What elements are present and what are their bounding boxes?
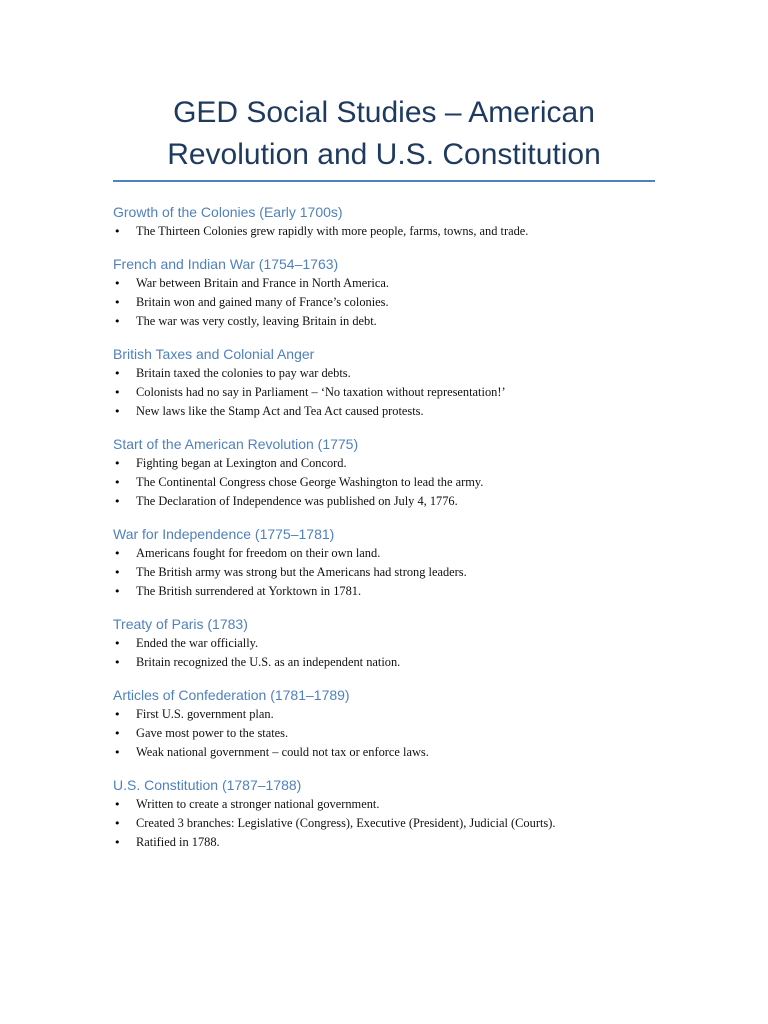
bullet-dot-icon: • <box>114 708 121 721</box>
bullet-dot-icon: • <box>114 315 121 328</box>
bullet-dot-icon: • <box>114 296 121 309</box>
section-heading: Growth of the Colonies (Early 1700s) <box>113 204 343 220</box>
bullet-text: The Declaration of Independence was published on July 4, 1776. <box>136 494 458 508</box>
bullet-item <box>113 795 673 814</box>
bullet-dot-icon: • <box>114 457 121 470</box>
bullet-item <box>113 274 673 293</box>
bullet-item <box>113 454 673 473</box>
bullet-dot-icon: • <box>114 566 121 579</box>
bullet-list <box>113 705 673 762</box>
bullet-item <box>113 634 673 653</box>
section <box>113 202 673 241</box>
bullet-text: Ratified in 1788. <box>136 835 220 849</box>
bullet-dot-icon: • <box>114 836 121 849</box>
section-heading: British Taxes and Colonial Anger <box>113 346 315 362</box>
bullet-text: War between Britain and France in North America. <box>136 276 389 290</box>
bullet-dot-icon: • <box>114 637 121 650</box>
bullet-item <box>113 833 673 852</box>
bullet-list <box>113 634 673 672</box>
bullet-item <box>113 724 673 743</box>
bullet-text: The Continental Congress chose George Washington to lead the army. <box>136 475 484 489</box>
bullet-text: Created 3 branches: Legislative (Congress), Executive (President), Judicial (Courts). <box>136 816 556 830</box>
section <box>113 524 673 601</box>
section-heading: French and Indian War (1754–1763) <box>113 256 339 272</box>
bullet-text: The Thirteen Colonies grew rapidly with more people, farms, towns, and trade. <box>136 224 529 238</box>
bullet-text: Britain won and gained many of France’s colonies. <box>136 295 389 309</box>
bullet-dot-icon: • <box>114 225 121 238</box>
bullet-item <box>113 705 673 724</box>
bullet-list <box>113 274 673 331</box>
title-underline <box>113 180 655 182</box>
bullet-item <box>113 492 673 511</box>
bullet-text: First U.S. government plan. <box>136 707 274 721</box>
bullet-list <box>113 222 673 241</box>
bullet-dot-icon: • <box>114 405 121 418</box>
bullet-dot-icon: • <box>114 277 121 290</box>
bullet-item <box>113 743 673 762</box>
bullet-dot-icon: • <box>114 656 121 669</box>
bullet-dot-icon: • <box>114 798 121 811</box>
bullet-dot-icon: • <box>114 727 121 740</box>
document-title <box>113 92 655 176</box>
bullet-item <box>113 383 673 402</box>
bullet-dot-icon: • <box>114 585 121 598</box>
bullet-text: Britain recognized the U.S. as an independent nation. <box>136 655 401 669</box>
bullet-text: Fighting began at Lexington and Concord. <box>136 456 347 470</box>
bullet-dot-icon: • <box>114 817 121 830</box>
bullet-list <box>113 364 673 421</box>
bullet-text: Gave most power to the states. <box>136 726 289 740</box>
section-heading: War for Independence (1775–1781) <box>113 526 335 542</box>
bullet-item <box>113 563 673 582</box>
bullet-text: Weak national government – could not tax or enforce laws. <box>136 745 429 759</box>
bullet-item <box>113 582 673 601</box>
bullet-dot-icon: • <box>114 746 121 759</box>
title-line-2: Revolution and U.S. Constitution <box>167 138 601 171</box>
section <box>113 254 673 331</box>
section <box>113 614 673 672</box>
bullet-text: The British surrendered at Yorktown in 1781. <box>136 584 362 598</box>
bullet-list <box>113 795 673 852</box>
section <box>113 434 673 511</box>
bullet-text: The British army was strong but the Americans had strong leaders. <box>136 565 467 579</box>
section-heading: Treaty of Paris (1783) <box>113 616 248 632</box>
bullet-item <box>113 544 673 563</box>
bullet-text: Americans fought for freedom on their own land. <box>136 546 381 560</box>
bullet-text: Colonists had no say in Parliament – ‘No taxation without representation!’ <box>136 385 506 399</box>
section-heading: U.S. Constitution (1787–1788) <box>113 777 302 793</box>
bullet-text: Ended the war officially. <box>136 636 259 650</box>
section-heading: Articles of Confederation (1781–1789) <box>113 687 350 703</box>
bullet-text: Britain taxed the colonies to pay war debts. <box>136 366 351 380</box>
bullet-dot-icon: • <box>114 367 121 380</box>
bullet-dot-icon: • <box>114 495 121 508</box>
bullet-item <box>113 312 673 331</box>
bullet-item <box>113 814 673 833</box>
bullet-text: New laws like the Stamp Act and Tea Act caused protests. <box>136 404 424 418</box>
bullet-item <box>113 653 673 672</box>
bullet-item <box>113 402 673 421</box>
bullet-list <box>113 544 673 601</box>
bullet-item <box>113 222 673 241</box>
bullet-item <box>113 473 673 492</box>
bullet-dot-icon: • <box>114 476 121 489</box>
section <box>113 344 673 421</box>
section <box>113 685 673 762</box>
sections-container <box>113 202 673 865</box>
bullet-text: The war was very costly, leaving Britain in debt. <box>136 314 377 328</box>
title-line-1: GED Social Studies – American <box>173 96 595 129</box>
bullet-dot-icon: • <box>114 386 121 399</box>
bullet-list <box>113 454 673 511</box>
section-heading: Start of the American Revolution (1775) <box>113 436 359 452</box>
bullet-dot-icon: • <box>114 547 121 560</box>
bullet-text: Written to create a stronger national government. <box>136 797 380 811</box>
bullet-item <box>113 364 673 383</box>
section <box>113 775 673 852</box>
bullet-item <box>113 293 673 312</box>
